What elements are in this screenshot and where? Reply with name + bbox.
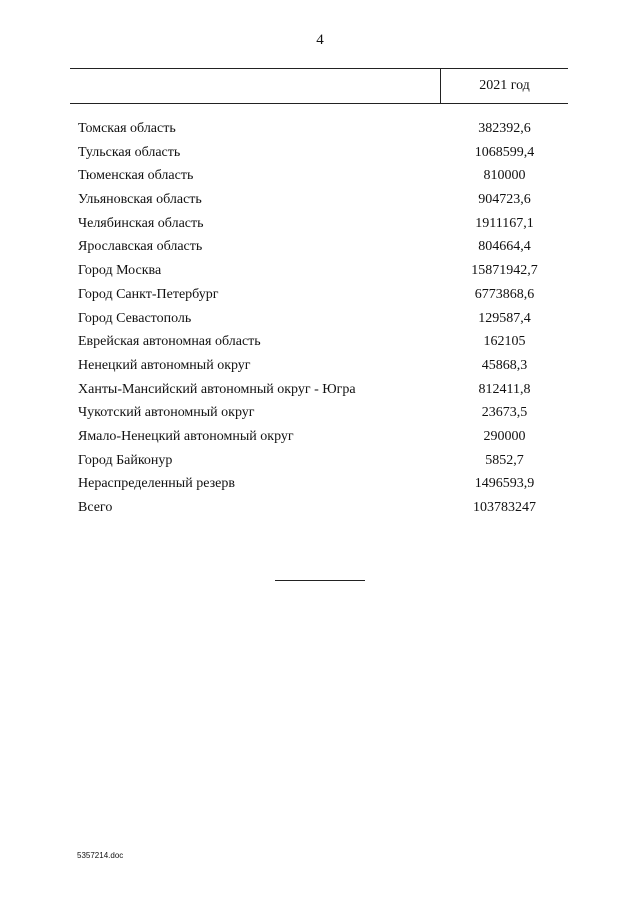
region-name: Тюменская область <box>78 168 194 184</box>
amount-value: 5852,7 <box>485 452 524 468</box>
amount-value: 45868,3 <box>481 357 528 373</box>
table-row <box>0 451 640 475</box>
amount-value: 812411,8 <box>478 381 531 397</box>
table-header-rule <box>70 103 568 104</box>
table-top-rule <box>70 68 568 69</box>
region-name: Ульяновская область <box>78 192 202 208</box>
amount-value: 6773868,6 <box>474 286 535 302</box>
table-row-total <box>0 498 640 522</box>
region-name: Город Москва <box>78 263 162 279</box>
table-row <box>0 166 640 190</box>
table-row <box>0 143 640 167</box>
amount-value: 162105 <box>483 334 526 350</box>
total-value: 103783247 <box>473 500 536 515</box>
region-name: Город Байконур <box>78 452 173 468</box>
amount-value: 382392,6 <box>478 121 531 136</box>
table-body <box>0 119 640 522</box>
table-row <box>0 119 640 143</box>
table-row <box>0 403 640 427</box>
amount-value: 129587,4 <box>478 310 531 326</box>
region-name: Нераспределенный резерв <box>78 476 235 492</box>
table-row <box>0 356 640 380</box>
table-row <box>0 309 640 333</box>
region-name: Город Севастополь <box>78 310 192 326</box>
region-name: Ханты-Мансийский автономный округ - Югра <box>78 381 356 397</box>
region-name: Челябинская область <box>78 215 204 231</box>
region-name: Еврейская автономная область <box>78 334 261 350</box>
amount-value: 1496593,9 <box>474 476 535 492</box>
table-row <box>0 237 640 261</box>
region-name: Ямало-Ненецкий автономный округ <box>78 428 294 444</box>
page-number: 4 <box>316 32 324 48</box>
table-row <box>0 190 640 214</box>
amount-value: 15871942,7 <box>471 263 538 279</box>
total-label: Всего <box>78 500 113 515</box>
region-name: Тульская область <box>78 144 181 160</box>
table-row <box>0 332 640 356</box>
document-code: 5357214.doc <box>77 851 124 860</box>
amount-value: 810000 <box>483 168 526 184</box>
amount-value: 904723,6 <box>478 192 531 208</box>
table-row <box>0 285 640 309</box>
region-name: Чукотский автономный округ <box>78 405 255 421</box>
amount-value: 290000 <box>483 428 526 444</box>
region-name: Ярославская область <box>78 239 203 255</box>
amount-value: 1068599,4 <box>474 144 535 160</box>
column-header-year: 2021 год <box>479 78 530 93</box>
table-row <box>0 261 640 285</box>
amount-value: 23673,5 <box>481 405 528 421</box>
region-name: Томская область <box>78 121 176 136</box>
table-row <box>0 380 640 404</box>
region-name: Город Санкт-Петербург <box>78 286 219 302</box>
amount-value: 1911167,1 <box>475 215 534 231</box>
table-row <box>0 427 640 451</box>
amount-value: 804664,4 <box>478 239 531 255</box>
table-row <box>0 474 640 498</box>
table-row <box>0 214 640 238</box>
region-name: Ненецкий автономный округ <box>78 357 251 373</box>
end-of-table-rule <box>275 580 365 581</box>
